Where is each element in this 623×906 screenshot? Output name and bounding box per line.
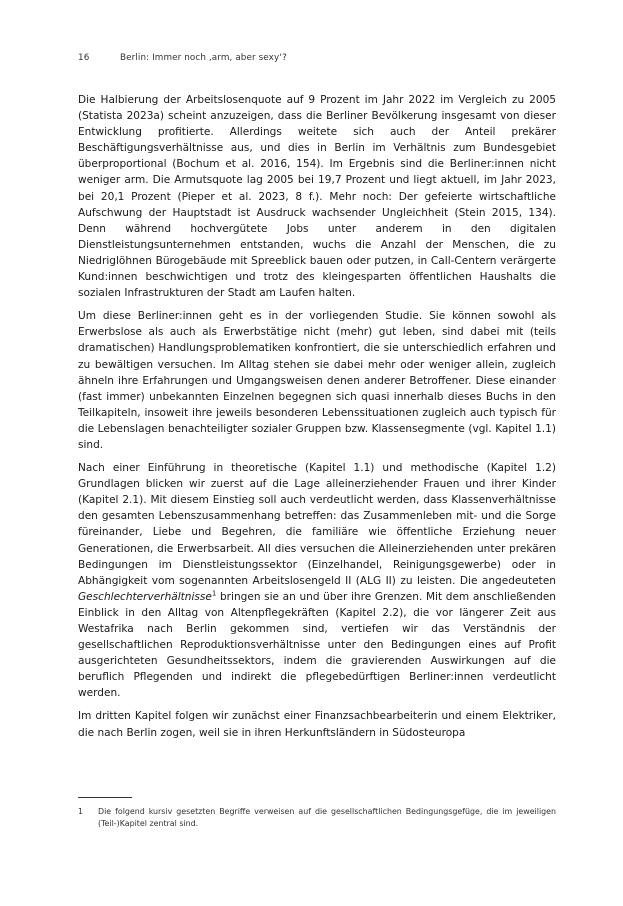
paragraph-3 — [78, 460, 556, 701]
footnote-reference[interactable]: 1 — [211, 589, 217, 598]
running-title: Berlin: Immer noch ‚arm, aber sexy‘? — [120, 53, 287, 63]
paragraph-1: Die Halbierung der Arbeitslosenquote auf 9 Prozent im Jahr 2022 im Vergleich zu 2005 (Statista 2023a) scheint anzuzeigen, dass die Berliner Bevölkerung insgesamt von dieser Entwicklung profitierte. Allerdings weitete sich auch der Anteil prekärer Beschäftigungsverhältnisse aus, und dies in Berlin im Verhältnis zum Bundesgebiet überproportional (Bochum et al. 2016, 154). Im Ergebnis sind die Berliner:innen nicht weniger arm. Die Armutsquote lag 2005 bei 19,7 Prozent und liegt aktuell, im Jahr 2023, bei 20,1 Prozent (Pieper et al. 2023, 8 f.). Mehr noch: Der gefeierte wirtschaftliche Aufschwung der Hauptstadt ist Ausdruck wachsender Ungleichheit (Stein 2015, 134). Denn während hochvergütete Jobs unter anderem in den digitalen Dienstleistungsunternehmen entstanden, wuchs die Anzahl der Menschen, die zu Niedriglöhnen Bürogebäude mit Spreeblick bauen oder putzen, in Call-Centern verärgerte Kund:innen beschwichtigen und trotz des kleingesparten öffentlichen Haushalts die sozialen Infrastrukturen der Stadt am Laufen halten. — [78, 94, 556, 300]
page-number: 16 — [78, 53, 90, 63]
paragraph-3-part-2: bringen sie an und über ihre Grenzen. Mit dem anschließenden Einblick in den Alltag von Altenpflegekräften (Kapitel 2.2), die vor längerer Zeit aus Westafrika nach Berlin gekommen sind, vertiefen wir das Verständnis der gesellschaftlichen Reproduktionsverhältnisse unter den Bedingungen eines auf Profit ausgerichteten Gesundheitssektors, indem die gravierenden Auswirkungen auf die beruflich Pflegenden und indirekt die pflegebedürftigen Berliner:innen verdeutlicht werden. — [78, 590, 556, 700]
paragraph-4: Im dritten Kapitel folgen wir zunächst einer Finanzsachbearbeiterin und einem Elektriker, die nach Berlin zogen, weil sie in ihren Herkunftsländern in Südosteuropa — [78, 710, 556, 739]
footnote-text: Die folgend kursiv gesetzten Begriffe verweisen auf die gesellschaftlichen Bedingungsgefüge, die im jeweiligen (Teil-)Kapitel zentral sind. — [98, 807, 556, 829]
footnote-divider — [78, 797, 132, 798]
paragraph-3-part-1: Nach einer Einführung in theoretische (Kapitel 1.1) und methodische (Kapitel 1.2) Grundlagen blicken wir zuerst auf die Lage alleinerziehender Frauen und ihrer Kinder (Kapitel 2.1). Mit diesem Einstieg soll auch verdeutlicht werden, dass Klassenverhältnisse den gesamten Lebenszusammenhang betreffen: das Zusammenleben mit- und die Sorge füreinander, Liebe und Begehren, die familiäre wie öffentliche Erziehung neuer Generationen, die Erwerbsarbeit. All dies versuchen die Alleinerziehenden unter prekären Bedingungen im Dienstleistungssektor (Einzelhandel, Reinigungsgewerbe) oder in Abhängigkeit vom sogenannten Arbeitslosengeld II (ALG II) zu leisten. Die angedeuteten — [78, 462, 556, 587]
paragraph-2: Um diese Berliner:innen geht es in der vorliegenden Studie. Sie können sowohl als Erwerbslose als auch als Erwerbstätige nicht (mehr) gut leben, sind dabei mit (teils dramatischen) Handlungsproblematiken konfrontiert, die sie unterschiedlich erfahren und zu bewältigen versuchen. Im Alltag stehen sie dabei mehr oder weniger allein, zugleich ähneln ihre Erfahrungen und Umgangsweisen denen anderer Betroffener. Diese einander (fast immer) unbekannten Einzelnen begegnen sich quasi innerhalb dieses Buchs in den Teilkapiteln, insoweit ihre jeweils besonderen Lebenssituationen zugleich auch typisch für die Lebenslagen benachteiligter sozialer Gruppen bzw. Klassensegmente (vgl. Kapitel 1.1) sind. — [78, 310, 556, 451]
italic-term: Geschlechterverhältnisse — [78, 590, 212, 603]
footnote-number: 1 — [78, 807, 84, 816]
footnote — [78, 806, 556, 831]
running-header — [78, 53, 287, 63]
page-body — [78, 92, 556, 741]
